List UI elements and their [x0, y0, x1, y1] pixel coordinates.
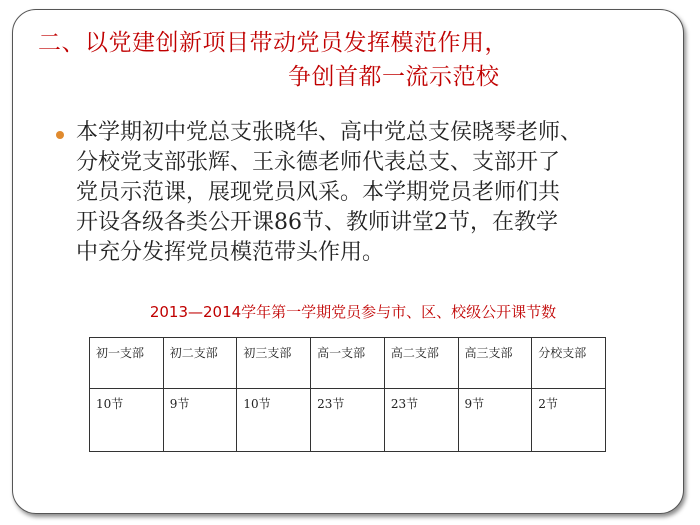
value-cell: 23节	[311, 389, 385, 452]
table-header-row	[90, 338, 606, 389]
header-cell: 高一支部	[311, 338, 385, 389]
body-line-5: 中充分发挥党员模范带头作用。	[76, 240, 385, 265]
value-cell: 9节	[163, 389, 237, 452]
header-cell: 初二支部	[163, 338, 237, 389]
slide-title-line-2: 争创首都一流示范校	[288, 64, 500, 90]
header-cell: 初三支部	[237, 338, 311, 389]
value-cell: 10节	[90, 389, 164, 452]
value-cell: 10节	[237, 389, 311, 452]
header-cell: 初一支部	[90, 338, 164, 389]
header-cell: 高二支部	[384, 338, 458, 389]
lessons-table	[89, 337, 606, 452]
body-line-4: 开设各级各类公开课86节、教师讲堂2节，在教学	[76, 210, 558, 235]
body-line-2: 分校党支部张辉、王永德老师代表总支、支部开了	[76, 150, 561, 175]
table-caption: 2013—2014学年第一学期党员参与市、区、校级公开课节数	[149, 303, 557, 321]
table-row	[90, 389, 606, 452]
value-cell: 9节	[458, 389, 532, 452]
value-cell: 2节	[532, 389, 606, 452]
header-cell: 分校支部	[532, 338, 606, 389]
body-line-1: 本学期初中党总支张晓华、高中党总支侯晓琴老师、	[76, 120, 583, 145]
bullet-dot-icon	[56, 131, 64, 139]
header-cell: 高三支部	[458, 338, 532, 389]
value-cell: 23节	[384, 389, 458, 452]
body-line-3: 党员示范课，展现党员风采。本学期党员老师们共	[76, 180, 561, 205]
slide-title-line-1: 二、以党建创新项目带动党员发挥模范作用，	[38, 30, 508, 56]
